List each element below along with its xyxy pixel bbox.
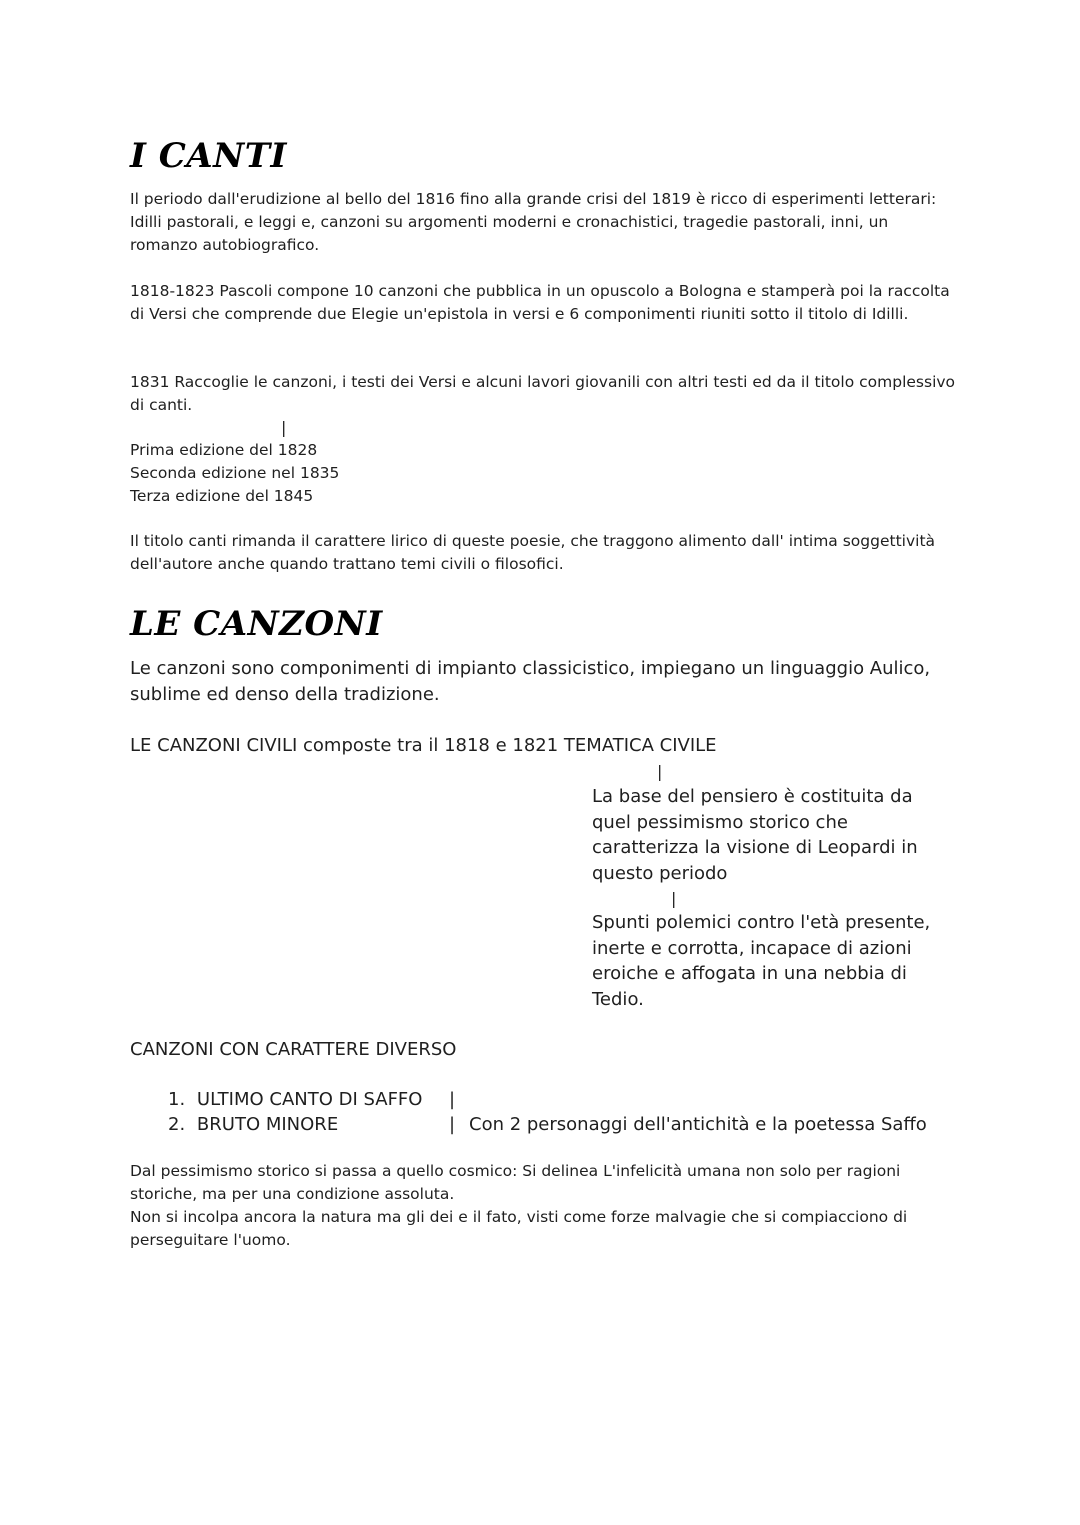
connector-pipe: | [281,418,287,437]
section-heading-canti: I CANTI [130,136,287,176]
connector-pipe: | [671,889,677,908]
edition-line: Prima edizione del 1828 [130,441,318,459]
paragraph-erudizione: Il periodo dall'erudizione al bello del 1816 fino alla grande crisi del 1819 è ricco di esperimenti letterari: Idilli pastorali, e leggi e, canzoni su argomenti moderni e cronachistici, tragedie pastorali, inni, un romanzo autobiografico. [130,190,937,254]
canzoni-civili-line: LE CANZONI CIVILI composte tra il 1818 e 1821 TEMATICA CIVILE [130,735,717,756]
list-item [168,1112,338,1138]
list-text: ULTIMO CANTO DI SAFFO [196,1089,423,1110]
section-heading-canzoni: LE CANZONI [130,604,383,644]
paragraph-1831: 1831 Raccoglie le canzoni, i testi dei Versi e alcuni lavori giovanili con altri testi ed da il titolo complessivo di canti. [130,373,956,414]
list-text: BRUTO MINORE [196,1114,339,1135]
paragraph-canzoni-intro: Le canzoni sono componimenti di impianto classicistico, impiegano un linguaggio Aulico, sublime ed denso della tradizione. [130,658,931,705]
list-note: Con 2 personaggi dell'antichità e la poetessa Saffo [469,1114,927,1135]
paragraph-titolo-canti: Il titolo canti rimanda il carattere lirico di queste poesie, che traggono alimento dall' intima soggettività dell'autore anche quando trattano temi civili o filosofici. [130,532,936,573]
spunti-polemici-block: Spunti polemici contro l'età presente, inerte e corrotta, incapace di azioni eroiche e affogata in una nebbia di Tedio. [592,912,931,1010]
list-bar: | [449,1089,456,1110]
list-number: 1. [168,1089,186,1110]
paragraph-natura-dei: Non si incolpa ancora la natura ma gli dei e il fato, visti come forze malvagie che si compiacciono di perseguitare l'uomo. [130,1208,908,1249]
list-bar: | [449,1114,456,1135]
pessimismo-storico-block: La base del pensiero è costituita da quel pessimismo storico che caratterizza la visione di Leopardi in questo periodo [592,786,918,884]
list-number: 2. [168,1114,186,1135]
edition-line: Terza edizione del 1845 [130,487,314,505]
canzoni-diverso-heading: CANZONI CON CARATTERE DIVERSO [130,1039,457,1060]
list-item [168,1087,422,1113]
paragraph-pessimismo-cosmico: Dal pessimismo storico si passa a quello cosmico: Si delinea L'infelicità umana non solo per ragioni storiche, ma per una condizione assoluta. [130,1162,901,1203]
paragraph-1818-1823: 1818-1823 Pascoli compone 10 canzoni che pubblica in un opuscolo a Bologna e stamperà poi la raccolta di Versi che comprende due Elegie un'epistola in versi e 6 componimenti riuniti sotto il titolo di Idilli. [130,282,950,323]
connector-pipe: | [657,762,663,781]
edition-line: Seconda edizione nel 1835 [130,464,340,482]
